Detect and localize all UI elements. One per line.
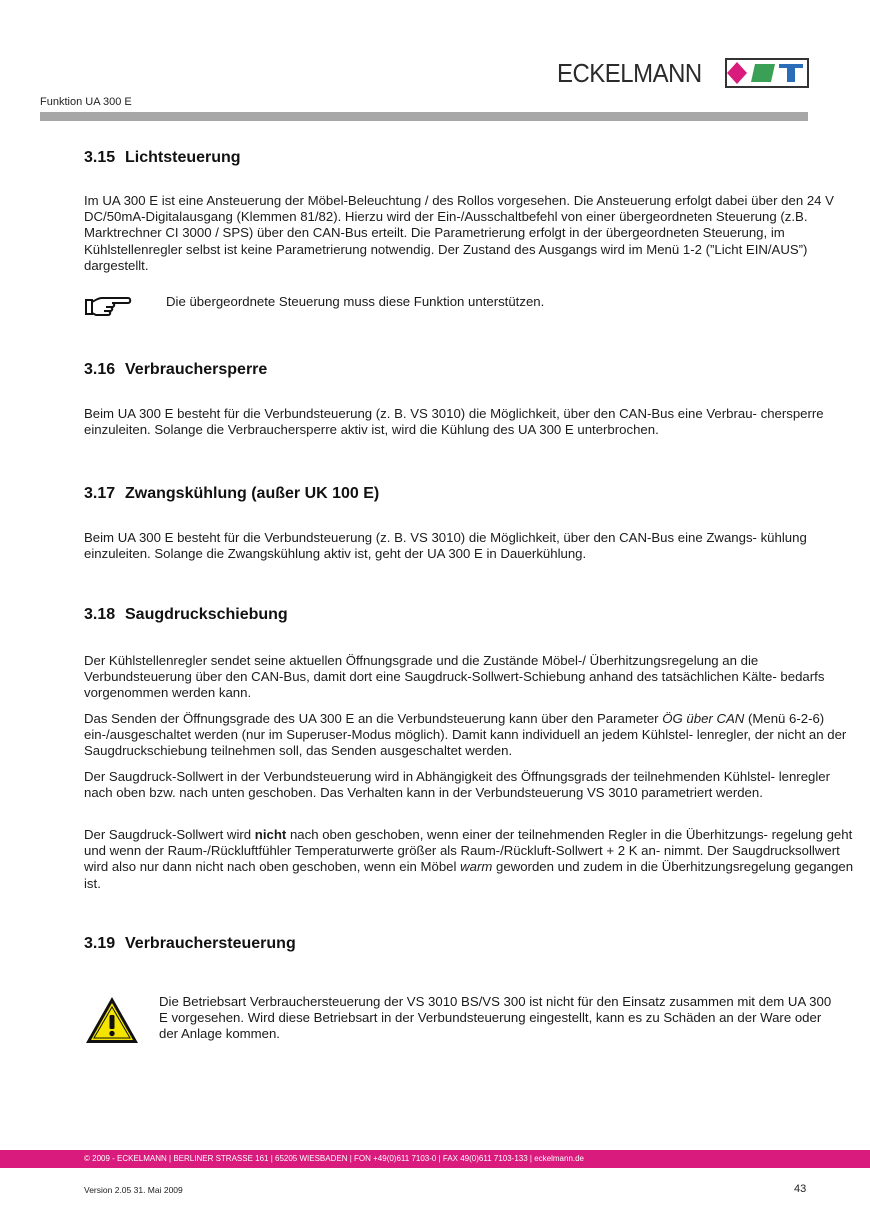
section-3-19-warning: Die Betriebsart Verbrauchersteuerung der VS 3010 BS/VS 300 ist nicht für den Einsatz zusammen mit dem UA 300 E vorgesehen. Wird diese Betriebsart in der Verbundsteuerung eingestellt, kann es zu Schäden an der Ware oder der Anlage kommen. <box>159 994 832 1042</box>
section-3-17-text: Beim UA 300 E besteht für die Verbundsteuerung (z. B. VS 3010) die Möglichkeit, über den CAN-Bus eine Zwangs- kühlung einzuleiten. Solange die Zwangskühlung aktiv ist, geht der UA 300 E in Dauerkühlung. <box>84 530 807 562</box>
footer-version: Version 2.05 31. Mai 2009 <box>84 1185 183 1195</box>
header-rule <box>40 112 808 121</box>
section-heading-3-16: 3.16 Verbrauchersperre <box>84 361 268 378</box>
logo-mark <box>725 58 809 88</box>
footer-contact-bar: © 2009 - ECKELMANN | BERLINER STRASSE 161 | 65205 WIESBADEN | FON +49(0)611 7103-0 | FAX 49(0)611 7103-133 | eckelmann.de <box>0 1150 870 1168</box>
section-3-18-text-4: Der Saugdruck-Sollwert wird nicht nach oben geschoben, wenn einer der teilnehmenden Regler in die Überhitzungs- regelung geht und wenn der Raum-/Rückluftfühler Temperaturwerte größer als Raum-/Rückluft-Sollwert + 2 K an- nimmt. Der Saugdrucksollwert wird also nur dann nicht nach oben geschoben, wenn ein Möbel warm geworden und zudem in die Überhitzungsregelung gegangen ist. <box>84 827 854 891</box>
header-section-label: Funktion UA 300 E <box>40 96 132 108</box>
section-3-16-text: Beim UA 300 E besteht für die Verbundsteuerung (z. B. VS 3010) die Möglichkeit, über den CAN-Bus eine Verbrau- chersperre einzuleiten. Solange die Verbrauchersperre aktiv ist, wird die Kühlung des UA 300 E unterbrochen. <box>84 406 824 438</box>
section-heading-3-19: 3.19 Verbrauchersteuerung <box>84 935 296 952</box>
section-3-18-text-1: Der Kühlstellenregler sendet seine aktuellen Öffnungsgrade und die Zustände Möbel-/ Überhitzungsregelung an die Verbundsteuerung über den CAN-Bus, damit dort eine Saugdruck-Sollwert-Schiebung anhand des tatsächlichen Kälte- bedarfs vorgenommen werden kann. <box>84 653 825 701</box>
logo-wordmark: ECKELMANN <box>557 57 702 88</box>
section-3-18-text-2: Das Senden der Öffnungsgrade des UA 300 E an die Verbundsteuerung kann über den Parameter ÖG über CAN (Menü 6-2-6) ein-/ausgeschaltet werden (nur im Superuser-Modus möglich). Damit kann individuell an jedem Kühlstel- lenregler, der nicht an der Saugdruckschiebung teilnehmen soll, das Senden ausgeschaltet werden. <box>84 711 847 759</box>
section-3-15-text: Im UA 300 E ist eine Ansteuerung der Möbel-Beleuchtung / des Rollos vorgesehen. Die Ansteuerung erfolgt dabei über den 24 V DC/50mA-Digitalausgang (Klemmen 81/82). Hierzu wird der Ein-/Ausschaltbefehl von einer übergeordneten Steuerung (z.B. Marktrechner CI 3000 / SPS) über den CAN-Bus erteilt. Die Parametrierung erfolgt in der übergeordneten Steuerung, im Kühlstellenregler selbst ist keine Parametrierung notwendig. Der Zustand des Ausgangs wird im Menü 1-2 (”Licht EIN/AUS”) dargestellt. <box>84 193 834 273</box>
pointing-hand-icon <box>84 294 132 323</box>
logo-squares-icon <box>727 60 807 86</box>
section-3-18-text-3: Der Saugdruck-Sollwert in der Verbundsteuerung wird in Abhängigkeit des Öffnungsgrads der teilnehmenden Kühlstel- lenregler nach oben bzw. nach unten geschoben. Das Verhalten kann in der Verbundsteuerung VS 3010 parametriert werden. <box>84 769 831 801</box>
page-number: 43 <box>794 1183 807 1195</box>
section-3-15-note: Die übergeordnete Steuerung muss diese Funktion unterstützen. <box>166 294 545 309</box>
section-heading-3-18: 3.18 Saugdruckschiebung <box>84 606 288 623</box>
eckelmann-logo <box>557 58 714 88</box>
section-heading-3-17: 3.17 Zwangskühlung (außer UK 100 E) <box>84 485 380 502</box>
warning-triangle-icon <box>84 995 140 1050</box>
section-heading-3-15: 3.15 Lichtsteuerung <box>84 149 241 166</box>
